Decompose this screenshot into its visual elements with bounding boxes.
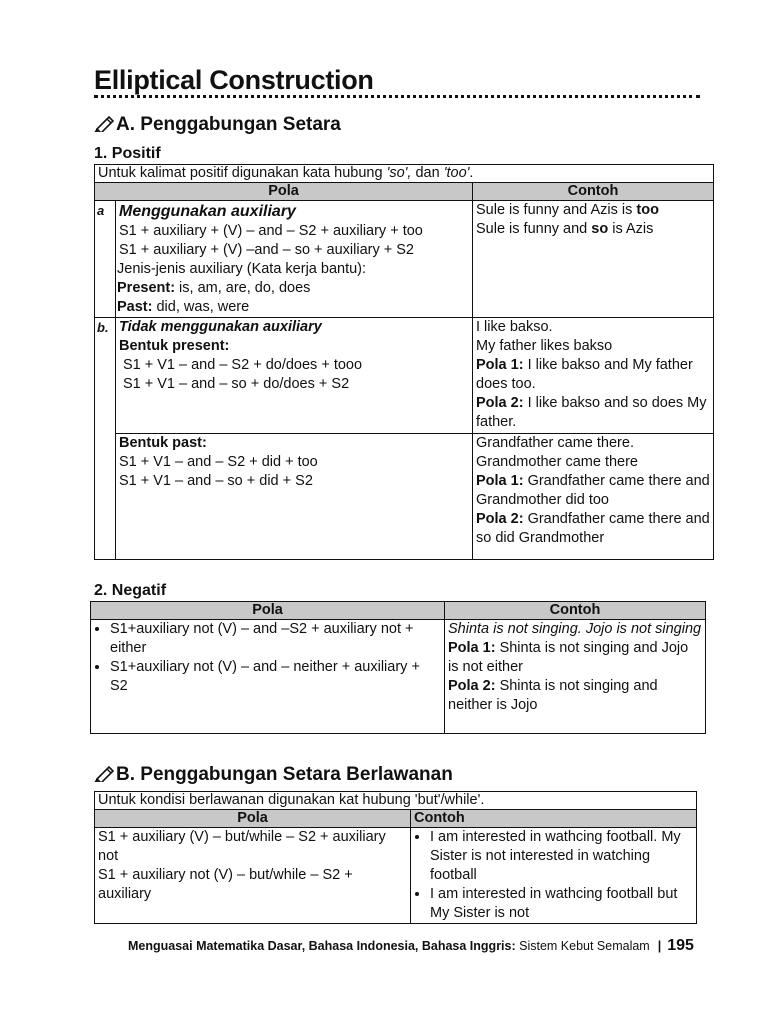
section-a-heading	[94, 113, 341, 137]
list-item: • I am interested in wathcing football. My Sister is not interested in watching football	[430, 828, 693, 885]
section-a-title: A. Penggabungan Setara	[116, 114, 341, 135]
negatif-col-contoh: Contoh	[445, 602, 706, 620]
negatif-table	[90, 601, 706, 734]
positif-heading: 1. Positif	[94, 145, 161, 162]
pencil-icon	[94, 764, 116, 782]
footer-book-title: Menguasai Matematika Dasar, Bahasa Indonesia, Bahasa Inggris:	[128, 939, 516, 953]
table-row	[95, 318, 714, 434]
row-b-pola: Tidak menggunakan auxiliary Bentuk present: S1 + V1 – and – S2 + do/does + tooo S1 + V1 – and – so + do/does + S2	[116, 318, 473, 434]
row-a-contoh: Sule is funny and Azis is too Sule is funny and so is Azis	[473, 201, 714, 318]
table-row	[95, 434, 714, 560]
section-b-title: B. Penggabungan Setara Berlawanan	[116, 764, 453, 785]
list-item: • I am interested in wathcing football but My Sister is not	[430, 885, 693, 923]
footer-separator: |	[657, 939, 662, 953]
page-footer	[128, 936, 698, 956]
positif-col-contoh: Contoh	[473, 183, 714, 201]
row-c-pola: Bentuk past: S1 + V1 – and – S2 + did + too S1 + V1 – and – so + did + S2	[116, 434, 473, 560]
positif-table	[94, 164, 714, 560]
berlawanan-col-contoh: Contoh	[411, 810, 697, 828]
berlawanan-contoh	[411, 828, 697, 924]
page-number: 195	[667, 937, 694, 954]
positif-col-pola: Pola	[95, 183, 473, 201]
row-label-b: b.	[95, 318, 116, 560]
row-a-pola: Menggunakan auxiliary S1 + auxiliary + (V) – and – S2 + auxiliary + too S1 + auxiliary + (V) –and – so + auxiliary + S2 Jenis-jenis auxiliary (Kata kerja bantu): Present: is, am, are, do, does Past: did, was, were	[116, 201, 473, 318]
table-row	[91, 620, 706, 734]
positif-intro: Untuk kalimat positif digunakan kata hubung 'so', dan 'too'.	[95, 165, 714, 183]
title-dotted-rule	[94, 95, 700, 98]
berlawanan-col-pola: Pola	[95, 810, 411, 828]
page-title: Elliptical Construction	[94, 65, 374, 95]
negatif-heading: 2. Negatif	[94, 582, 167, 599]
list-item: • S1+auxiliary not (V) – and –S2 + auxiliary not + either	[110, 620, 441, 658]
negatif-contoh: Shinta is not singing. Jojo is not singing Pola 1: Shinta is not singing and Jojo is not either Pola 2: Shinta is not singing and neither is Jojo	[445, 620, 706, 734]
footer-book-subtitle: Sistem Kebut Semalam	[515, 939, 650, 953]
table-row	[95, 828, 697, 924]
negatif-pola	[91, 620, 445, 734]
pencil-icon	[94, 114, 116, 132]
negatif-col-pola: Pola	[91, 602, 445, 620]
berlawanan-intro: Untuk kondisi berlawanan digunakan kat hubung 'but'/while'.	[95, 792, 697, 810]
row-label-a: a	[95, 201, 116, 318]
row-b-contoh: I like bakso. My father likes bakso Pola 1: I like bakso and My father does too. Pola 2: I like bakso and so does My father.	[473, 318, 714, 434]
berlawanan-table	[94, 791, 697, 924]
berlawanan-pola: S1 + auxiliary (V) – but/while – S2 + auxiliary not S1 + auxiliary not (V) – but/while – S2 + auxiliary	[95, 828, 411, 924]
table-row	[95, 201, 714, 318]
list-item: • S1+auxiliary not (V) – and – neither + auxiliary + S2	[110, 658, 441, 696]
row-c-contoh: Grandfather came there. Grandmother came there Pola 1: Grandfather came there and Grandmother did too Pola 2: Grandfather came there and so did Grandmother	[473, 434, 714, 560]
section-b-heading	[94, 763, 453, 787]
